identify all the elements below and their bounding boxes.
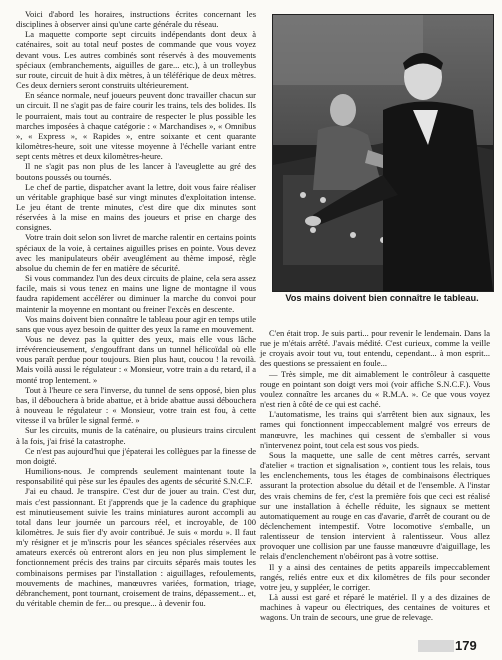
paragraph: C'en était trop. Je suis parti... pour revenir le lendemain. Dans la rue je m'étais arrêté. J'avais médité. C'est curieux, comme la veille je croyais avoir tout vu, tout entendu, cependant... à mon esprit... des questions se pressaient en foule... <box>260 328 490 369</box>
paragraph: Il ne s'agit pas non plus de les lancer à l'aveuglette au gré des boutons poussés ou tournés. <box>16 161 256 182</box>
left-column <box>16 9 256 608</box>
paragraph: Ce n'est pas aujourd'hui que j'épaterai les collègues par la finesse de mon doigté. <box>16 445 256 466</box>
paragraph: L'automatisme, les trains qui s'arrêtent bien aux signaux, les rames qui fonctionnent impeccablement malgré vos erreurs de manœuvre, les machines qui cessent de s'emballer si vous n'intervenez point, tout cela est sous vos pieds. <box>260 409 490 450</box>
paragraph: Si vous commandez l'un des deux circuits de plaine, cela sera assez facile, mais si vous tenez en mains une ligne de montagne il vous faudra rapidement accélérer ou diminuer la marche du convoi pour maintenir la moyenne en montant ou freiner l'excès en descente. <box>16 273 256 314</box>
paragraph: Tout à l'heure ce sera l'inverse, du tunnel de sens opposé, bien plus bas, il débouchera à bride abattue, et à bride abattue aussi débouchera à nouveau le régulateur : « Monsieur, votre train est fou, à cette vitesse il va brûler le signal fermé. » <box>16 384 256 426</box>
paragraph: Vos mains doivent bien connaître le tableau pour agir en temps utile sans que vous ayez besoin de quitter des yeux la rame en mouvement. <box>16 313 256 334</box>
paragraph: Humilions-nous. Je comprends seulement maintenant toute la responsabilité qui pèse sur les épaules des agents de sécurité S.N.C.F. <box>16 466 256 487</box>
paragraph: Vous ne devez pas la quitter des yeux, mais elle vous lâche irrévérencieusement, s'engouffrant dans un tunnel hélicoïdal où elle vous paraît perdue pour toujours. Bien plus haut, coucou ! la revoilà. Mais voilà aussi le régulateur : « Monsieur, votre train a du retard, il a monté trop lentement. » <box>16 334 256 385</box>
paragraph: Là aussi est garé et réparé le matériel. Il y a des dizaines de machines à vapeur ou électriques, des centaines de voitures et wagons. Un train de secours, une grue de relevage. <box>260 592 490 623</box>
paragraph: Le chef de partie, dispatcher avant la lettre, doit vous faire réaliser un véritable graphique basé sur vingt minutes d'exploitation intense. Le jeu étant de trente minutes, c'est dire que dix minutes sont réservées à la mise en mains des joueurs et prise en charge des consignes. <box>16 181 256 233</box>
photo-illustration <box>273 15 493 291</box>
paragraph: J'ai eu chaud. Je transpire. C'est dur de jouer au train. C'est dur, mais c'est passionnant. Et j'apprends que je la cadence du graphique est minutieusement suivie les trains miniatures auront accompli au total dans leur journée un parcours réel, et incroyable, de 100 kilomètres. Je suis fier d'y avoir contribué. Je suis « mordu ». Il faut m'y résigner et je m'inscris pour les séances spéciales réservées aux amateurs exercés où entreront alors en jeu non plus simplement le fonctionnement précis des trains par circuits séparés mais toutes les combinaisons permises par l'installation : aiguillages, refoulements, mouvements de machines, manœuvres variées, formation, triage, débranchement, pont tournant, croisement de trains, dépassement... et, du véritable chemin de fer... ou presque... à devenir fou. <box>16 486 256 609</box>
paragraph: Votre train doit selon son livret de marche ralentir en certains points spéciaux de la voie, à certaines aiguilles prises en pointe. Vous devez avec les manipulateurs obéir aveuglément au thème imposé, règle absolue du chemin de fer en matière de sécurité. <box>16 232 256 273</box>
photo-caption: Vos mains doivent bien connaître le tableau. <box>285 293 479 303</box>
paragraph: En séance normale, neuf joueurs peuvent donc travailler chacun sur un circuit. Il ne s'agit pas de faire courir les trains, tels des bolides. Ils le pourraient, mais tout au contraire de respecter le plus possible les marches imposées à chaque catégorie : « Marchandises », « Omnibus », « Express », « Rapides », entre soixante et cent quarante kilomètres-heure, soit une vitesse moyenne à l'échelle variant entre sept cents mètres et deux kilomètres-heure. <box>16 90 256 162</box>
paragraph: — Très simple, me dit aimablement le contrôleur à casquette rouge en pointant son doigt vers moi (voir affiche S.N.C.F.). Vous voulez connaître les arcanes du « R.M.A. ». Ce que vous voyez n'est rien à côté de ce qui est caché. <box>260 368 490 410</box>
paragraph: Sur les circuits, munis de la caténaire, ou plusieurs trains circulent à la fois, j'ai frisé la catastrophe. <box>16 425 256 446</box>
photo-control-panel <box>272 14 494 292</box>
right-column <box>260 328 490 623</box>
page-number-bar <box>418 640 454 652</box>
paragraph: Sous la maquette, une salle de cent mètres carrés, servant d'atelier « traction et signalisation », contient tous les relais, tous les enclenchements, tous les étages de combinaisons électriques assurant la protection absolue du détail et de l'ensemble. A l'instar des vrais chemins de fer, c'est la première fois que ceci est réalisé sur une installation à échelle réduite, les signaux se mettent automatiquement au rouge en cas d'avarie, d'arrêt de courant ou de déclenchement intempestif. Votre locomotive s'emballe, un ralentisseur de tension intervient à ralentisseur. Vous allez provoquer une collision par une fausse manœuvre d'aiguillage, les relais d'enclenchement n'obéiront pas à votre sottise. <box>260 449 490 562</box>
paragraph: La maquette comporte sept circuits indépendants dont deux à caténaires, soit au total neuf postes de commande que vous voyez devant vous. Les autres combinés sont réservés à des mouvements spéciaux (embranchements, aiguilles de gare... etc.), à un trolleybus sur route, circuit de huit à dix mètres, à un téléférique de deux mètres. Ces deux derniers seront construits ultérieurement. <box>16 29 256 91</box>
paragraph: Voici d'abord les horaires, instructions écrites concernant les disciplines à observer ainsi qu'une carte générale du réseau. <box>16 9 256 30</box>
page-number: 179 <box>455 638 477 653</box>
paragraph: Il y a ainsi des centaines de petits appareils impeccablement rangés, reliés entre eux et dix kilomètres de fils pour seconder votre jeu, y suppléer, le corriger. <box>260 561 490 592</box>
